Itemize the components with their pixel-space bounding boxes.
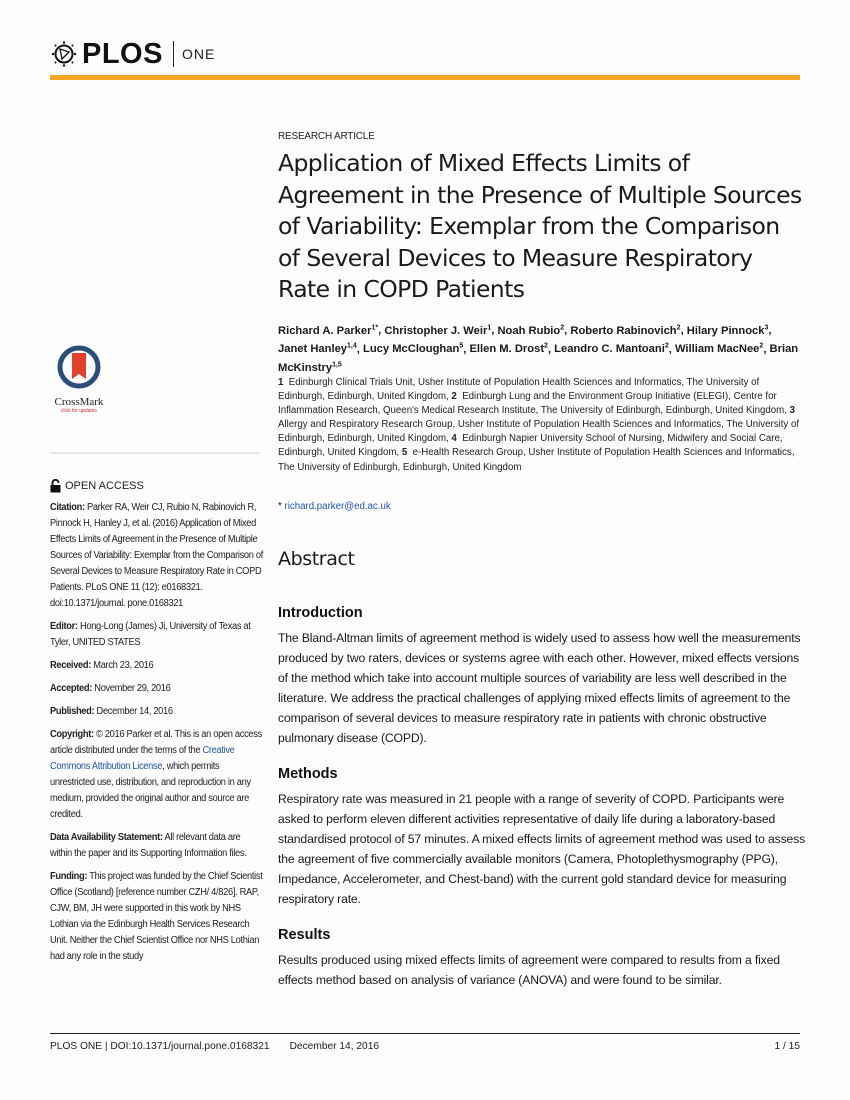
accepted-text: November 29, 2016 [94, 683, 171, 694]
crossmark-icon [57, 345, 101, 389]
abstract-heading: Abstract [278, 548, 355, 570]
methods-heading: Methods [278, 766, 338, 782]
author-name: Richard A. Parker [278, 324, 372, 337]
received-label: Received: [50, 660, 92, 671]
methods-text: Respiratory rate was measured in 21 people with a range of severity of COPD. Participants were asked to perform eleven different activities representative of daily life during a laboratory-based standardised protocol of 57 minutes. A mixed effects limits of agreement method was used to assess the agreement of five commercially available monitors (Camera, Photoplethysmography (PPG), Impedance, Accelerometer, and Chest-band) with the current gold standard device for measuring respiratory rate. [278, 792, 806, 906]
author-name: Hilary Pinnock [686, 324, 765, 337]
author-name: Lucy McCloughan [362, 343, 460, 356]
author-name: Brian McKinstry [278, 343, 799, 375]
funding-text: This project was funded by the Chief Scientist Office (Scotland) [reference number CZH/ 4/826]. RAP, CJW, BM, JH were supported in this work by NHS Lothian via the Edinburgh Health Services Research Unit. Neither the Chief Scientist Office nor NHS Lothian had any role in the study [50, 871, 263, 962]
affiliation-text: Edinburgh Clinical Trials Unit, Usher Institute of Population Health Sciences and Informatics, The University of Edinburgh, Edinburgh, United Kingdom, [278, 377, 760, 403]
published-text: December 14, 2016 [96, 706, 173, 717]
affiliation-text: e-Health Research Group, Usher Institute of Population Health Sciences and Informatics, The University of Edinburgh, Edinburgh, United Kingdom [278, 447, 795, 473]
author-affiliation-marker: 2 [759, 342, 764, 350]
author-affiliation-marker: 2 [560, 324, 565, 331]
author-affiliation-marker: 1 [487, 324, 492, 331]
author [554, 343, 669, 355]
accepted-label: Accepted: [50, 683, 93, 694]
author-name: William MacNee [674, 343, 760, 356]
author-name: Ellen M. Drost [469, 343, 545, 356]
author [570, 325, 680, 337]
author-affiliation-marker: 2 [664, 342, 669, 350]
license-link[interactable]: Creative Commons Attribution License [50, 745, 235, 772]
introduction-text: The Bland-Altman limits of agreement method is widely used to assess how well the measurements produced by two raters, devices or systems agree with each other. However, mixed effects versions of the method which take into account multiple sources of variability are less well described in the literature. We address the practical challenges of applying mixed effects limits of agreement to the comparison of several devices to measure respiratory rate in patients with chronic obstructive pulmonary disease (COPD). [278, 631, 801, 745]
citation [50, 500, 264, 612]
published-label: Published: [50, 706, 95, 717]
article-type: RESEARCH ARTICLE [278, 131, 375, 142]
crossmark-sublabel: click for updates [60, 408, 98, 414]
received-text: March 23, 2016 [93, 660, 154, 671]
crossmark-badge[interactable] [48, 345, 110, 414]
affiliation-text: Allergy and Respiratory Research Group, Usher Institute of Population Health Sciences and Informatics, The University of Edinburgh, Edinburgh, United Kingdom, [278, 419, 800, 445]
author-name: Roberto Rabinovich [570, 324, 677, 337]
accepted-date [50, 681, 264, 697]
data-availability-label: Data Availability Statement: [50, 832, 163, 843]
plos-globe-icon [50, 40, 78, 68]
copyright-label: Copyright: [50, 729, 94, 740]
open-lock-icon [50, 479, 61, 493]
author-name: Noah Rubio [497, 324, 561, 337]
author [363, 343, 463, 355]
footer-divider [50, 1033, 800, 1034]
editor-text: Hong-Long (James) Ji, University of Texas at Tyler, UNITED STATES [50, 621, 251, 648]
author-name: Janet Hanley [278, 343, 348, 356]
author [384, 325, 491, 337]
author-name: Christopher J. Weir [384, 324, 488, 337]
author [687, 325, 769, 337]
results-heading: Results [278, 927, 331, 943]
footer-date: December 14, 2016 [289, 1041, 380, 1052]
author-affiliation-marker: 1* [371, 324, 379, 331]
editor-label: Editor: [50, 621, 78, 632]
affiliation-number: 2 [451, 391, 457, 403]
crossmark-label: CrossMark [54, 396, 104, 408]
email-link[interactable]: richard.parker@ed.ac.uk [284, 501, 391, 512]
citation-label: Citation: [50, 502, 85, 513]
funding [50, 869, 264, 965]
author [497, 325, 564, 337]
author-affiliation-marker: 2 [676, 324, 681, 331]
author [278, 325, 378, 337]
article-title: Application of Mixed Effects Limits of Agreement in the Presence of Multiple Sources of Variability: Exemplar from the Comparison of Several Devices to Measure Respiratory Rate in COPD Patients [278, 149, 802, 303]
affiliation-number: 5 [401, 447, 408, 459]
author-affiliation-marker: 5 [459, 342, 464, 350]
funding-label: Funding: [50, 871, 88, 882]
editor [50, 619, 264, 651]
corresponding-email [278, 501, 391, 512]
affiliation-number: 1 [278, 377, 284, 388]
author-affiliation-marker: 3 [764, 324, 769, 331]
affiliation-text: Edinburgh Lung and the Environment Group Initiative (ELEGI), Centre for Inflammation Research, Queen's Medical Research Institute, The University of Edinburgh, Edinburgh, United Kingdom, [278, 391, 787, 417]
journal-name: PLOS [82, 37, 163, 70]
data-availability-text: All relevant data are within the paper and its Supporting Information files. [50, 832, 247, 859]
data-availability [50, 830, 264, 862]
results-text: Results produced using mixed effects limits of agreement were compared to results from a fixed effects method based on analysis of variance (ANOVA) and were found to be similar. [278, 953, 780, 987]
author-list: Richard A. Parker$^{1*}$, Christopher J. Weir$^1$, Noah Rubio$^2$, Roberto Rabinovich$^2$, Hilary Pinnock$^3$, Janet Hanley$^{1,4}$, Lucy McCloughan$^5$, Ellen M. Drost$^2$, Leandro C. Mantoani$^2$, William MacNee$^2$, Brian McKinstry$^{1,5}$ [278, 324, 799, 375]
footer-journal-doi: PLOS ONE | DOI:10.1371/journal.pone.0168321 [50, 1041, 270, 1052]
author-affiliation-marker: 1,4 [347, 342, 357, 350]
affiliation-number: 3 [789, 405, 796, 417]
affiliation-text: Edinburgh Napier University School of Nursing, Midwifery and Social Care, Edinburgh, United Kingdom, [278, 433, 783, 459]
author [278, 343, 357, 355]
affiliation-number: 4 [451, 433, 457, 445]
page-footer [50, 1041, 800, 1052]
author-affiliation-marker: 2 [544, 342, 548, 350]
citation-text: Parker RA, Weir CJ, Rubio N, Rabinovich R, Pinnock H, Hanley J, et al. (2016) Application of Mixed Effects Limits of Agreement in the Presence of Multiple Sources of Variability: Exemplar from the Comparison of Several Devices to Measure Respiratory Rate in COPD Patients. PLoS ONE 11 (12): e0168321. doi:10.1371/journal. pone.0168321 [50, 502, 263, 609]
copyright-text: © 2016 Parker et al. This is an open access article distributed under the terms of the [50, 729, 262, 756]
open-access-badge [50, 478, 265, 494]
page-number: 1 / 15 [774, 1041, 800, 1052]
journal-subname: ONE [181, 46, 216, 62]
sidebar-divider [50, 452, 260, 454]
plos-one-logo[interactable] [50, 37, 215, 71]
open-access-label: OPEN ACCESS [65, 480, 144, 492]
email-marker: * [278, 501, 282, 512]
received-date [50, 658, 264, 674]
author [675, 343, 763, 355]
article-info-sidebar [50, 478, 265, 972]
author-affiliation-marker: 1,5 [332, 361, 342, 369]
introduction-heading: Introduction [278, 605, 363, 621]
copyright-text-2: , which permits unrestricted use, distribution, and reproduction in any medium, provided the original author and source are credited. [50, 761, 251, 820]
author-name: Leandro C. Mantoani [554, 343, 665, 356]
published-date [50, 704, 264, 720]
affiliations [278, 376, 806, 475]
logo-divider [173, 41, 174, 67]
copyright [50, 727, 264, 823]
author [469, 343, 548, 355]
header-accent-bar [50, 75, 800, 80]
